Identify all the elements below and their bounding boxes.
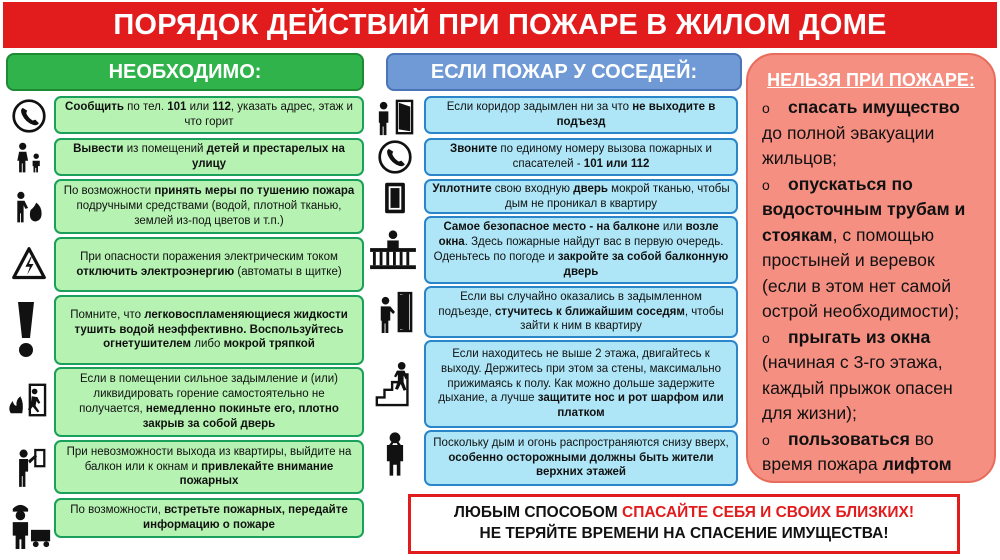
bottom-line-1-highlight: СПАСАЙТЕ СЕБЯ И СВОИХ БЛИЗКИХ! [622,504,915,522]
phone-icon [9,96,49,136]
left-item-4 [54,295,364,365]
left-item-5-text: Если в помещении сильное задымление и (или) ликвидировать горение самостоятельно не получается, немедленно покиньте его, плотно закрыв за собой дверь [79,373,339,430]
left-item-3 [54,237,364,292]
forbidden-item-0-text: спасать имущество до полной эвакуации жильцов; [762,97,960,169]
left-item-4-text: Помните, что легковоспламеняющиеся жидкости тушить водой неэффективно. Воспользуйтесь огнетушителем либо мокрой тряпкой [70,308,348,351]
left-item-0-text: Сообщить по тел. 101 или 112, указать адрес, этаж и что горит [65,101,353,128]
middle-item-2-text: Уплотните свою входную дверь мокрой тканью, чтобы дым не проникал в квартиру [432,182,730,210]
left-item-7 [54,498,364,538]
forbidden-item-2-text: прыгать из окна (начиная с 3-го этажа, каждый прыжок опасен для жизни); [762,326,953,424]
firefighter-icon [6,498,54,554]
left-item-1 [54,138,364,176]
forbidden-item-1-text: опускаться по водосточным трубам и стоякам, с помощью простыней и веревок (если в этом нет самой острой необходимости); [762,173,966,322]
forbidden-item-1 [762,172,980,325]
middle-item-5 [424,340,738,428]
bullet-icon: o [762,329,770,346]
bullet-icon: o [762,431,770,448]
person-covering-face-icon [375,428,415,480]
middle-item-1-text: Звоните по единому номеру вызова пожарных и спасателей - 101 или 112 [450,143,712,170]
left-item-2-text: По возможности принять меры по тушению пожара подручными средствами (водой, плотной тканью, землей из-под цветов и т.п.) [63,185,355,227]
left-item-2 [54,179,364,234]
electric-hazard-icon [9,244,49,284]
left-item-0 [54,96,364,134]
left-item-6-text: При невозможности выхода из квартиры, выйдите на балкон или к окнам и привлекайте внимание пожарных [66,445,352,488]
middle-item-3-text: Самое безопасное место - на балконе или возле окна. Здесь пожарные найдут вас в первую очередь. Оденьтесь по погоде и закройте за собой балконную дверь [433,221,729,278]
forbidden-item-0 [762,95,980,172]
exclamation-icon [4,296,48,362]
middle-item-2 [424,179,738,214]
balcony-icon [367,228,419,272]
bottom-line-1 [454,503,914,524]
middle-item-4 [424,286,738,338]
middle-item-6-text: Поскольку дым и огонь распространяются снизу вверх, особенно осторожными должны быть жители верхних этажей [433,436,729,479]
middle-item-0 [424,96,738,134]
forbidden-item-2 [762,325,980,427]
forbidden-item-3-text: пользоваться во время пожара лифтом [762,428,952,475]
door-exit-icon [373,98,417,138]
evacuate-people-icon [9,138,49,178]
middle-item-3 [424,216,738,284]
necessary-header: НЕОБХОДИМО: [6,53,364,91]
forbidden-header: НЕЛЬЗЯ ПРИ ПОЖАРЕ: [767,70,975,90]
extinguish-fire-icon [9,188,49,228]
middle-item-1 [424,138,738,176]
door-icon [375,178,415,218]
neighbor-door-icon [375,290,415,336]
bottom-line-2: НЕ ТЕРЯЙТЕ ВРЕМЕНИ НА СПАСЕНИЕ ИМУЩЕСТВА! [479,525,889,542]
bottom-line-1-prefix: ЛЮБЫМ СПОСОБОМ [453,504,623,522]
middle-item-4-text: Если вы случайно оказались в задымленном подъезде, стучитесь к ближайшим соседям, чтобы зайти к ним в квартиру [438,290,724,333]
left-item-6 [54,440,364,494]
left-item-5 [54,367,364,437]
middle-item-0-text: Если коридор задымлен ни за что не выходите в подъезд [446,101,716,128]
middle-item-5-text: Если находитесь не выше 2 этажа, двигайтесь к выходу. Держитесь при этом за стены, максимально прижимаясь к полу. Как можно дольше задержите дыхание, а лучше защитите нос и рот шарфом или платком [438,347,724,420]
left-item-3-text: При опасности поражения электрическим током отключить электроэнергию (автоматы в щитке) [76,250,342,278]
middle-item-6 [424,430,738,486]
left-item-1-text: Вывести из помещений детей и престарелых на улицу [73,143,345,170]
neighbors-fire-header: ЕСЛИ ПОЖАР У СОСЕДЕЙ: [386,53,742,91]
stairs-icon [372,360,418,410]
phone-icon [375,137,415,177]
bullet-icon: o [762,100,770,117]
forbidden-panel [746,53,996,483]
page-title: ПОРЯДОК ДЕЙСТВИЙ ПРИ ПОЖАРЕ В ЖИЛОМ ДОМЕ [3,2,997,48]
bottom-banner [408,494,960,554]
left-item-7-text: По возможности, встретьте пожарных, передайте информацию о пожаре [70,504,348,531]
window-person-icon [9,444,49,492]
bullet-icon: o [762,176,770,193]
exit-fire-icon [4,380,50,420]
forbidden-item-3 [762,427,980,478]
